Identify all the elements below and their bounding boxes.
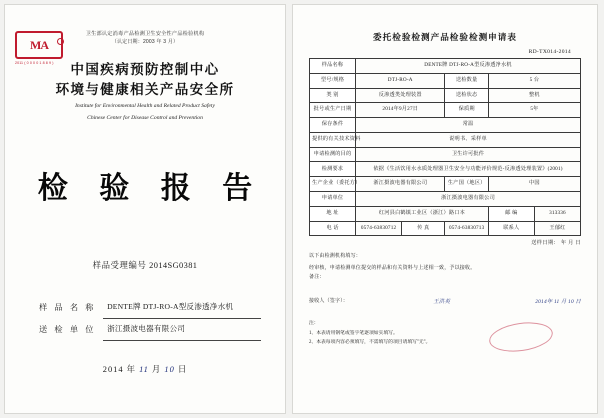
issue-date-year: 2014 年 (102, 364, 136, 374)
field-submitting-unit (39, 319, 285, 341)
footnote-2: 2、本表每项内容必须填写，不需填写的项目请填写"无"。 (309, 340, 431, 346)
issue-date-day-unit: 日 (177, 364, 188, 374)
table-row (310, 221, 581, 236)
table-cell-label: 申请单位 (310, 192, 356, 207)
table-row (310, 118, 581, 133)
signature-row (309, 297, 581, 307)
acceptance-number-label: 样品受理编号 (92, 260, 147, 270)
table-cell-value: 中国 (488, 177, 580, 192)
agency-note-title: 以下由检测机构填写： (309, 254, 362, 260)
table-cell-value: 说明书、采样单 (356, 132, 581, 147)
table-cell-value: 2014年9月27日 (356, 103, 445, 118)
table-cell-label: 型号/规格 (310, 73, 356, 88)
org-name-cn-line2: 环境与健康相关产品安全所 (55, 81, 235, 97)
agency-note-line-2: 备注： (309, 275, 325, 281)
table-cell-label: 生产国（地区） (445, 177, 488, 192)
field-sample-name-label: 样 品 名 称 (39, 303, 97, 313)
table-cell-label: 申请检测的目的 (310, 147, 356, 162)
report-cover-page (4, 4, 286, 414)
table-cell-label: 保存条件 (310, 118, 356, 133)
ma-logo-circle-icon (57, 38, 64, 45)
table-cell-label: 邮 编 (488, 206, 534, 221)
table-cell-value: 浙江摄波电器有限公司 (356, 177, 445, 192)
table-cell-value: 5 台 (488, 73, 580, 88)
table-cell-label: 地 址 (310, 206, 356, 221)
table-cell-value: 王郁红 (534, 221, 580, 236)
cover-fields (39, 297, 285, 341)
table-row (310, 59, 581, 74)
table-cell-value: 浙江摄波电器有限公司 (356, 192, 581, 207)
table-cell-label: 传 真 (402, 221, 445, 236)
field-submitting-unit-value: 浙江摄波电器有限公司 (103, 319, 261, 341)
table-cell-value: 整机 (488, 88, 580, 103)
table-cell-label: 电 话 (310, 221, 356, 236)
table-cell-label: 提供的有关技术资料 (310, 132, 356, 147)
table-row (310, 103, 581, 118)
issue-date-day-value: 10 (164, 364, 175, 374)
application-form-page (292, 4, 598, 414)
table-cell-value: 卫生许可批件 (356, 147, 581, 162)
org-name-en-line2: Chinese Center for Disease Control and Prevention (87, 115, 203, 122)
ma-logo-subtext: 2011 ( 0 0 0 0 1 8 8 9 ) (15, 61, 54, 65)
signature-date: 2014年 11 月 10 日 (535, 298, 581, 305)
ma-certification-logo (15, 31, 71, 71)
issue-date-month-value: 11 (139, 364, 149, 374)
table-cell-value: 5年 (488, 103, 580, 118)
agency-note-block (309, 252, 581, 307)
table-cell-value: 0574-63830713 (445, 221, 488, 236)
form-code: RD-TX014-2014 (528, 49, 571, 55)
table-cell-label: 联系人 (488, 221, 534, 236)
issue-date (5, 363, 285, 375)
form-title: 委托检验检测产品检验检测申请表 (373, 32, 517, 42)
application-form-table (309, 58, 581, 236)
table-row (310, 73, 581, 88)
table-cell-value: 红河县白鹤镇工业区（浙江）路口本 (356, 206, 489, 221)
table-cell-label: 保质期 (445, 103, 488, 118)
page-title: 检 验 报 告 (37, 171, 265, 205)
table-cell-label: 样品名称 (310, 59, 356, 74)
table-row (310, 162, 581, 177)
table-row (310, 192, 581, 207)
table-cell-label: 生产企业（委托方） (310, 177, 356, 192)
accreditation-note-line2: （认定日期：2003 年 3 月） (111, 38, 179, 45)
table-row (310, 147, 581, 162)
accreditation-note-line1: 卫生部认定消毒产品检测卫生安全性产品检验机构 (85, 31, 205, 37)
table-cell-label: 检测要求 (310, 162, 356, 177)
acceptance-number (5, 259, 285, 271)
table-cell-value: DENTE牌 DTJ-RO-A型反渗透净水机 (356, 59, 581, 74)
issue-date-month-unit: 月 (151, 364, 162, 374)
org-name-en-line1: Institute for Environmental Health and Related Product Safety (75, 103, 215, 110)
table-cell-value: 依据《生活饮用水水质处理器卫生安全与功能评价规范-反渗透处理装置》(2001) (356, 162, 581, 177)
table-cell-value: 反渗透类处理装置 (356, 88, 445, 103)
footnote-title: 注： (309, 321, 319, 327)
table-cell-label: 送检数量 (445, 73, 488, 88)
table-cell-label: 批号或生产日期 (310, 103, 356, 118)
footnote-1: 1、本表请用钢笔或签字笔逐项如实填写。 (309, 330, 398, 336)
table-cell-value: 常温 (356, 118, 581, 133)
ma-logo-text: MA (30, 37, 48, 52)
table-row (310, 132, 581, 147)
agency-note-line-1: 经审核，申请检测单位提交的样品和有关资料与上述相一致，予以接收。 (309, 265, 476, 271)
form-table-body (310, 59, 581, 236)
table-row (310, 88, 581, 103)
table-cell-label: 类 别 (310, 88, 356, 103)
table-cell-value: 0574-63830712 (356, 221, 402, 236)
signature-handwriting: 王洪英 (433, 298, 451, 305)
table-row (310, 177, 581, 192)
field-sample-name (39, 297, 285, 319)
table-cell-label: 送检状态 (445, 88, 488, 103)
acceptance-number-value: 2014SG0381 (149, 260, 198, 270)
table-row (310, 206, 581, 221)
org-name-cn-line1: 中国疾病预防控制中心 (70, 62, 220, 78)
table-cell-value: 313336 (534, 206, 580, 221)
field-sample-name-value: DENTE牌 DTJ-RO-A型反渗透净水机 (103, 297, 261, 319)
table-cell-value: DTJ-RO-A (356, 73, 445, 88)
submission-date-row: 送样日期： 年 月 日 (531, 240, 581, 247)
signature-label: 接收人（签字）： (309, 298, 349, 304)
field-submitting-unit-label: 送 检 单 位 (39, 325, 97, 335)
ma-logo-mark (15, 31, 63, 59)
